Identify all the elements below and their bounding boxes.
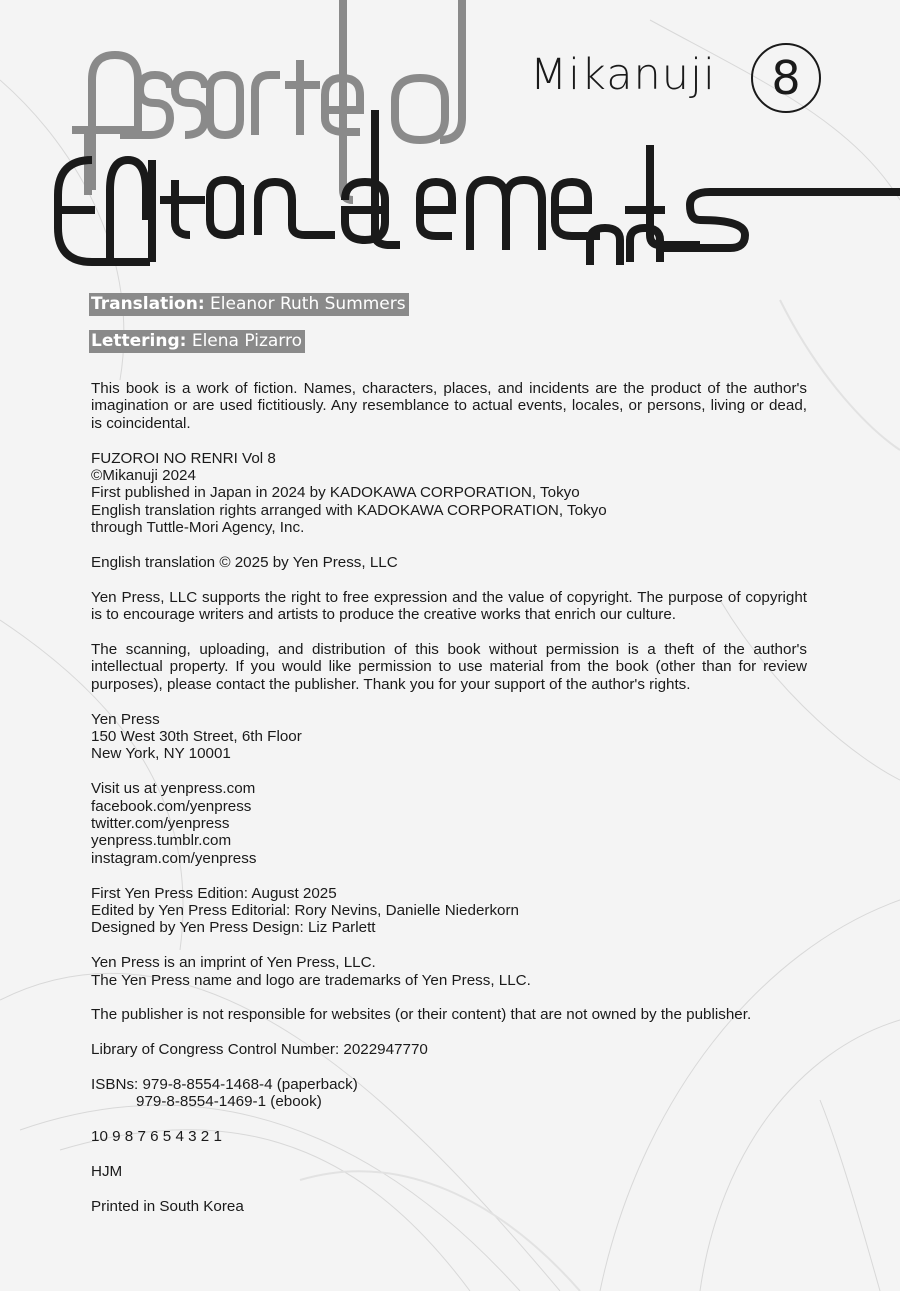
- imprint-info: [91, 954, 807, 989]
- isbn-ebook: 979-8-8554-1469-1 (ebook): [136, 1093, 322, 1111]
- designer: Designed by Yen Press Design: Liz Parlett: [91, 919, 376, 937]
- instagram-link[interactable]: instagram.com/yenpress: [91, 849, 257, 867]
- lccn: Library of Congress Control Number: 2022947770: [91, 1041, 428, 1059]
- lettering-credit: [89, 330, 305, 353]
- printer-code: HJM: [91, 1163, 123, 1181]
- first-published: First published in Japan in 2024 by KADOKAWA CORPORATION, Tokyo: [91, 484, 580, 502]
- facebook-link[interactable]: facebook.com/yenpress: [91, 797, 252, 815]
- publisher-address: [91, 711, 807, 763]
- translation-copyright: English translation © 2025 by Yen Press, LLC: [91, 554, 398, 572]
- copyright-statement: Yen Press, LLC supports the right to free expression and the value of copyright. The purpose of copyright is to encourage writers and artists to produce the creative works that enrich our culture.: [91, 588, 807, 624]
- publisher-name: Yen Press: [91, 710, 160, 728]
- credit-role: Lettering:: [91, 331, 187, 351]
- tumblr-link[interactable]: yenpress.tumblr.com: [91, 832, 232, 850]
- editors: Edited by Yen Press Editorial: Rory Nevins, Danielle Niederkorn: [91, 902, 519, 920]
- printed-in: Printed in South Korea: [91, 1197, 244, 1215]
- isbn-block: [91, 1076, 807, 1111]
- credit-role: Translation:: [91, 294, 205, 314]
- twitter-link[interactable]: twitter.com/yenpress: [91, 815, 230, 833]
- credit-name: Elena Pizarro: [191, 331, 303, 351]
- website-link[interactable]: Visit us at yenpress.com: [91, 780, 256, 798]
- edition-date: First Yen Press Edition: August 2025: [91, 884, 337, 902]
- original-copyright: ©Mikanuji 2024: [91, 467, 196, 485]
- copyright-page-body: [91, 380, 807, 1233]
- credit-name: Eleanor Ruth Summers: [210, 294, 406, 314]
- website-disclaimer: The publisher is not responsible for websites (or their content) that are not owned by the publisher.: [91, 1006, 752, 1024]
- edition-info: [91, 885, 807, 937]
- title-logo: [0, 0, 900, 280]
- imprint-line: Yen Press is an imprint of Yen Press, LLC.: [91, 954, 376, 972]
- agency: through Tuttle-Mori Agency, Inc.: [91, 519, 305, 537]
- translation-rights: English translation rights arranged with KADOKAWA CORPORATION, Tokyo: [91, 501, 607, 519]
- street-address: 150 West 30th Street, 6th Floor: [91, 728, 302, 746]
- print-line: 10 9 8 7 6 5 4 3 2 1: [91, 1128, 222, 1146]
- translation-credit: [89, 293, 409, 316]
- author-name: Mikanuji: [530, 50, 716, 100]
- trademark-line: The Yen Press name and logo are trademarks of Yen Press, LLC.: [91, 971, 531, 989]
- fiction-disclaimer: This book is a work of fiction. Names, characters, places, and incidents are the product of the author's imagination or are used fictitiously. Any resemblance to actual events, locales, or persons, living or dead, is coincidental.: [91, 380, 807, 432]
- isbn-paperback: ISBNs: 979-8-8554-1468-4 (paperback): [91, 1076, 358, 1094]
- original-title: FUZOROI NO RENRI Vol 8: [91, 449, 276, 467]
- publisher-links: [91, 780, 807, 867]
- piracy-statement: The scanning, uploading, and distribution of this book without permission is a theft of the author's intellectual property. If you would like permission to use material from the book (other than for review purposes), please contact the publisher. Thank you for your support of the author's rights.: [91, 641, 807, 693]
- city-state-zip: New York, NY 10001: [91, 745, 231, 763]
- volume-number-badge: 8: [751, 43, 821, 113]
- original-publication-block: [91, 450, 807, 537]
